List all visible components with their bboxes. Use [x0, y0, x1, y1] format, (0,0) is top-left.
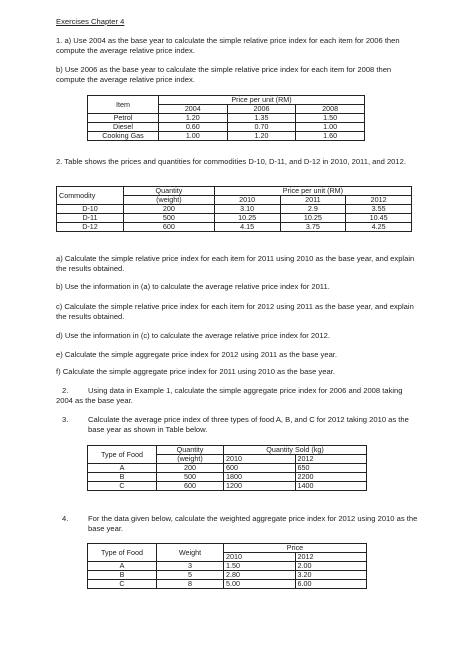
table-cell: 500	[157, 473, 224, 482]
table-cell: Cooking Gas	[88, 132, 159, 141]
table-cell: 0.60	[159, 123, 228, 132]
table-cell: 6.00	[295, 580, 367, 589]
table-cell: 8	[157, 580, 224, 589]
table-cell: 3.10	[214, 205, 280, 214]
q4-text: Calculate the average price index of three types of food A, B, and C for 2012 taking 2010 as the base year as shown in Table below.	[88, 415, 409, 434]
table-cell: 1200	[224, 482, 296, 491]
question-number: 3.	[62, 415, 69, 424]
table-cell: C	[88, 482, 157, 491]
table-cell: Diesel	[88, 123, 159, 132]
table-header: Price per unit (RM)	[214, 187, 411, 196]
table-cell: Petrol	[88, 114, 159, 123]
table-row	[57, 205, 412, 214]
quantity-table-food	[87, 445, 367, 491]
table-cell: 600	[157, 482, 224, 491]
table-cell: 200	[157, 464, 224, 473]
table-cell: 5.00	[224, 580, 296, 589]
table-cell: 4.15	[214, 223, 280, 232]
q2-part-e: e) Calculate the simple aggregate price index for 2012 using 2011 as the base year.	[56, 350, 338, 359]
table-cell: 1.20	[159, 114, 228, 123]
table-cell: 1.35	[227, 114, 296, 123]
q1-part-b: b) Use 2006 as the base year to calculate the simple relative price index for each item for 2008 then compute the average relative price index.	[56, 65, 392, 84]
table-cell: 5	[157, 571, 224, 580]
table-cell: D-10	[57, 205, 124, 214]
table-cell: 1.00	[159, 132, 228, 141]
q1-part-a: 1. a) Use 2004 as the base year to calculate the simple relative price index for each item for 2006 then compute the average relative price index.	[56, 36, 400, 55]
price-table-commodities	[56, 186, 412, 232]
price-table-food	[87, 543, 367, 589]
table-header: 2010	[224, 455, 296, 464]
table-cell: 3.55	[346, 205, 412, 214]
table-header: 2010	[214, 196, 280, 205]
table-cell: C	[88, 580, 157, 589]
table-cell: B	[88, 571, 157, 580]
table-cell: 3	[157, 562, 224, 571]
table-header: 2012	[295, 455, 367, 464]
table-cell: 600	[224, 464, 296, 473]
table-row	[88, 132, 365, 141]
table-header: 2004	[159, 105, 228, 114]
table-cell: 200	[124, 205, 215, 214]
table-cell: 1.60	[296, 132, 365, 141]
table-row	[88, 580, 367, 589]
table-cell: 3.75	[280, 223, 346, 232]
q2-intro: 2. Table shows the prices and quantities for commodities D-10, D-11, and D-12 in 2010, 2011, and 2012.	[56, 157, 406, 166]
table-header: Quantity	[157, 446, 224, 455]
table-cell: 650	[295, 464, 367, 473]
table-cell: 0.70	[227, 123, 296, 132]
table-header: 2010	[224, 553, 296, 562]
table-cell: A	[88, 464, 157, 473]
table-header: Price	[224, 544, 367, 553]
q2-part-a: a) Calculate the simple relative price index for each item for 2011 using 2010 as the base year, and explain the results obtained.	[56, 254, 415, 273]
q2-part-f: f) Calculate the simple aggregate price index for 2011 using 2010 as the base year.	[56, 367, 335, 376]
table-cell: D-11	[57, 214, 124, 223]
table-cell: 10.25	[214, 214, 280, 223]
table-header: 2011	[280, 196, 346, 205]
question-number: 2.	[62, 386, 69, 395]
table-cell: 1.00	[296, 123, 365, 132]
table-cell: 10.25	[280, 214, 346, 223]
table-cell: 1.20	[227, 132, 296, 141]
table-header: (weight)	[124, 196, 215, 205]
table-cell: 4.25	[346, 223, 412, 232]
table-header: Type of Food	[88, 446, 157, 464]
table-header: Price per unit (RM)	[159, 96, 365, 105]
table-row	[88, 482, 367, 491]
table-cell: D-12	[57, 223, 124, 232]
table-header: Weight	[157, 544, 224, 562]
table-cell: 1.50	[224, 562, 296, 571]
q2-part-c: c) Calculate the simple relative price index for each item for 2012 using 2011 as the base year, and explain the results obtained.	[56, 302, 414, 321]
table-cell: B	[88, 473, 157, 482]
price-table-fuel	[87, 95, 365, 141]
table-row	[57, 214, 412, 223]
table-cell: 10.45	[346, 214, 412, 223]
table-header: Commodity	[57, 187, 124, 205]
q5-text: For the data given below, calculate the weighted aggregate price index for 2012 using 2010 as the base year.	[88, 514, 418, 533]
table-header: 2008	[296, 105, 365, 114]
table-header: Item	[88, 96, 159, 114]
table-cell: 2.00	[295, 562, 367, 571]
table-cell: 1400	[295, 482, 367, 491]
table-header: 2006	[227, 105, 296, 114]
table-cell: 3.20	[295, 571, 367, 580]
table-cell: 2200	[295, 473, 367, 482]
table-cell: 2.9	[280, 205, 346, 214]
table-header: Type of Food	[88, 544, 157, 562]
table-cell: 500	[124, 214, 215, 223]
table-header: 2012	[346, 196, 412, 205]
q3-text: Using data in Example 1, calculate the simple aggregate price index for 2006 and 2008 taking 2004 as the base year.	[56, 386, 403, 405]
question-number: 4.	[62, 514, 69, 523]
table-cell: A	[88, 562, 157, 571]
q2-part-b: b) Use the information in (a) to calculate the average relative price index for 2011.	[56, 282, 330, 291]
page-title: Exercises Chapter 4	[56, 17, 125, 26]
table-header: Quantity Sold (kg)	[224, 446, 367, 455]
table-row	[57, 223, 412, 232]
q2-part-d: d) Use the information in (c) to calculate the average relative price index for 2012.	[56, 331, 330, 340]
table-cell: 1.50	[296, 114, 365, 123]
table-header: Quantity	[124, 187, 215, 196]
table-cell: 1800	[224, 473, 296, 482]
table-cell: 2.80	[224, 571, 296, 580]
table-header: (weight)	[157, 455, 224, 464]
table-cell: 600	[124, 223, 215, 232]
table-header: 2012	[295, 553, 367, 562]
